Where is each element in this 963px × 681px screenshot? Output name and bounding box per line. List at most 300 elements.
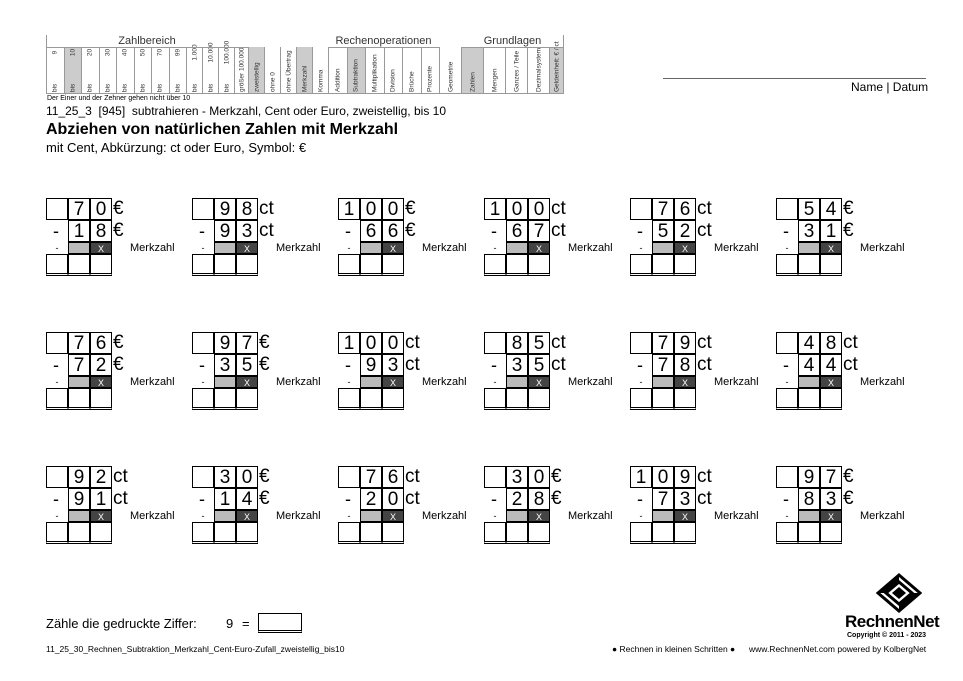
subtrahend-digit: 4 — [820, 354, 842, 376]
result-box[interactable] — [484, 522, 506, 544]
grid-col-label: Prozente — [426, 65, 434, 92]
minuend-digit: 5 — [798, 198, 820, 220]
minuend-digit: 8 — [236, 198, 258, 220]
subtraction-problem — [630, 332, 770, 412]
subtrahend-unit: € — [259, 354, 270, 375]
minus-sign: - — [783, 489, 789, 509]
subtrahend-digit: 1 — [214, 488, 236, 510]
subtrahend-unit: ct — [551, 354, 566, 375]
subtraction-problem — [338, 466, 478, 546]
zahlbereich-col — [64, 47, 82, 94]
minuend-digit: 0 — [90, 198, 112, 220]
geometry-col — [439, 47, 461, 94]
grid-col-label: Multiplikation — [371, 54, 379, 92]
subtrahend-digit: 6 — [360, 220, 382, 242]
zahlbereich-col — [134, 47, 152, 94]
merkzahl-box[interactable] — [652, 242, 674, 254]
merk-minus: - — [639, 377, 643, 387]
merkzahl-label: Merkzahl — [860, 510, 905, 522]
result-box[interactable] — [652, 522, 674, 544]
minuend-digit: 0 — [506, 198, 528, 220]
merkzahl-label: Merkzahl — [568, 376, 613, 388]
result-box[interactable] — [214, 254, 236, 276]
result-box[interactable] — [674, 522, 696, 544]
merkzahl-box[interactable] — [360, 510, 382, 522]
file-name: 11_25_30_Rechnen_Subtraktion_Merkzahl_Cent-Euro-Zufall_zweistellig_bis10 — [46, 644, 345, 654]
merkzahl-x: X — [674, 376, 696, 388]
subtraction-problem — [46, 466, 186, 546]
result-box[interactable] — [674, 388, 696, 410]
minuend-digit — [46, 198, 68, 220]
minuend-digit: 1 — [630, 466, 652, 488]
grid-col-value: 50 — [139, 48, 147, 57]
minuend-unit: € — [843, 466, 854, 487]
merkzahl-label: Merkzahl — [568, 242, 613, 254]
result-box[interactable] — [192, 522, 214, 544]
result-box[interactable] — [382, 388, 404, 410]
subtrahend-digit: 8 — [528, 488, 550, 510]
grid-col-value: 70 — [156, 48, 164, 57]
result-box[interactable] — [90, 254, 112, 276]
merkzahl-box[interactable] — [214, 242, 236, 254]
merkzahl-label: Merkzahl — [276, 376, 321, 388]
merkzahl-x: X — [674, 510, 696, 522]
brand-name: RechnenNet — [845, 612, 940, 631]
subtraction-problem — [46, 198, 186, 278]
copyright: Copyright © 2011 - 2023 — [847, 632, 927, 639]
merkzahl-label: Merkzahl — [276, 510, 321, 522]
merkzahl-box[interactable] — [652, 376, 674, 388]
minuend-unit: ct — [551, 198, 566, 219]
name-date-line — [663, 78, 926, 79]
minuend-unit: ct — [259, 198, 274, 219]
result-box[interactable] — [776, 254, 798, 276]
minuend-unit: ct — [405, 332, 420, 353]
subtrahend-digit: 3 — [382, 354, 404, 376]
result-box[interactable] — [236, 254, 258, 276]
result-box[interactable] — [68, 522, 90, 544]
merkzahl-label: Merkzahl — [422, 242, 467, 254]
count-equals: = — [242, 616, 250, 631]
result-box[interactable] — [90, 388, 112, 410]
result-box[interactable] — [506, 388, 528, 410]
minuend-digit: 7 — [68, 198, 90, 220]
result-box[interactable] — [528, 388, 550, 410]
subtrahend-digit: 6 — [506, 220, 528, 242]
result-box[interactable] — [652, 388, 674, 410]
misc-col — [280, 47, 296, 94]
minuend-unit: ct — [551, 332, 566, 353]
minuend-digit: 6 — [90, 332, 112, 354]
minuend-digit: 7 — [68, 332, 90, 354]
minuend-digit: 0 — [382, 198, 404, 220]
minus-sign: - — [345, 221, 351, 241]
grid-col-value: 9 — [51, 50, 59, 55]
result-box[interactable] — [338, 254, 360, 276]
subtraction-problem — [776, 466, 916, 546]
merkzahl-box[interactable] — [798, 242, 820, 254]
operation-col — [384, 47, 403, 94]
result-box[interactable] — [630, 254, 652, 276]
result-box[interactable] — [528, 254, 550, 276]
minus-sign: - — [783, 355, 789, 375]
minuend-digit — [46, 466, 68, 488]
subtrahend-unit: ct — [259, 220, 274, 241]
subtrahend-unit: ct — [843, 354, 858, 375]
subtraction-problem — [192, 466, 332, 546]
operation-col — [347, 47, 366, 94]
misc-col — [312, 47, 328, 94]
subtraction-problem — [776, 332, 916, 412]
minuend-digit: 1 — [338, 198, 360, 220]
result-box[interactable] — [46, 254, 68, 276]
subtrahend-unit: € — [259, 488, 270, 509]
merk-minus: - — [201, 377, 205, 387]
merkzahl-label: Merkzahl — [568, 510, 613, 522]
minuend-digit: 9 — [214, 332, 236, 354]
result-box[interactable] — [68, 254, 90, 276]
merkzahl-x: X — [528, 242, 550, 254]
minus-sign: - — [53, 221, 59, 241]
merk-minus: - — [785, 243, 789, 253]
result-box[interactable] — [528, 522, 550, 544]
merkzahl-x: X — [820, 242, 842, 254]
result-box[interactable] — [90, 522, 112, 544]
grid-col-label: bis — [139, 83, 147, 92]
grid-col-label: ohne Übertrag — [285, 50, 292, 92]
subtrahend-digit: 8 — [674, 354, 696, 376]
minuend-digit — [192, 198, 214, 220]
subtrahend-unit: ct — [405, 354, 420, 375]
subtrahend-digit: 1 — [90, 488, 112, 510]
subtrahend-digit: 2 — [506, 488, 528, 510]
merkzahl-box[interactable] — [798, 510, 820, 522]
grundlagen-col — [505, 47, 527, 94]
subtrahend-digit: 9 — [214, 220, 236, 242]
result-box[interactable] — [798, 522, 820, 544]
merkzahl-label: Merkzahl — [860, 376, 905, 388]
subtrahend-digit: 6 — [382, 220, 404, 242]
subtrahend-digit: 9 — [68, 488, 90, 510]
merk-minus: - — [493, 243, 497, 253]
operation-col — [365, 47, 384, 94]
merkzahl-x: X — [90, 376, 112, 388]
result-box[interactable] — [776, 388, 798, 410]
group-rechenoperationen: Rechenoperationen — [328, 35, 439, 48]
result-box[interactable] — [360, 254, 382, 276]
merkzahl-label: Merkzahl — [860, 242, 905, 254]
merkzahl-box[interactable] — [652, 510, 674, 522]
grid-col-label: bis — [69, 83, 77, 92]
grid-note: Der Einer und der Zehner gehen nicht über 10 — [47, 95, 191, 102]
result-box[interactable] — [820, 522, 842, 544]
minuend-digit: 4 — [798, 332, 820, 354]
count-label: Zähle die gedruckte Ziffer: — [46, 616, 197, 631]
subtrahend-unit: € — [843, 488, 854, 509]
page-subtitle: mit Cent, Abkürzung: ct oder Euro, Symbol: € — [46, 140, 307, 155]
merk-minus: - — [639, 243, 643, 253]
result-box[interactable] — [382, 254, 404, 276]
minuend-digit: 0 — [528, 198, 550, 220]
grid-col-label: Dezimalsystem — [535, 47, 542, 92]
grid-col-label: zweistellig — [253, 62, 260, 92]
minuend-unit: € — [113, 198, 124, 219]
grid-col-label: Addition — [334, 68, 342, 92]
merk-minus: - — [201, 511, 205, 521]
grid-col-value: 10 — [69, 48, 77, 57]
result-box[interactable] — [630, 522, 652, 544]
subtraction-problem — [338, 198, 478, 278]
result-box[interactable] — [214, 388, 236, 410]
minus-sign: - — [53, 355, 59, 375]
merk-minus: - — [347, 377, 351, 387]
minuend-digit: 0 — [652, 466, 674, 488]
minus-sign: - — [637, 355, 643, 375]
subtrahend-unit: € — [843, 220, 854, 241]
result-box[interactable] — [484, 254, 506, 276]
operation-col — [328, 47, 347, 94]
result-box[interactable] — [798, 388, 820, 410]
subtrahend-digit: 1 — [820, 220, 842, 242]
minuend-digit: 9 — [214, 198, 236, 220]
subtrahend-digit: 2 — [360, 488, 382, 510]
grundlagen-col — [461, 47, 483, 94]
grid-col-value: 40 — [121, 48, 129, 57]
minuend-digit: 9 — [674, 466, 696, 488]
result-box[interactable] — [506, 254, 528, 276]
minus-sign: - — [199, 355, 205, 375]
subtrahend-digit: 7 — [68, 354, 90, 376]
minuend-digit: 9 — [674, 332, 696, 354]
grid-col-label: Division — [389, 69, 397, 92]
minus-sign: - — [345, 355, 351, 375]
result-box[interactable] — [46, 522, 68, 544]
minuend-digit: 0 — [360, 332, 382, 354]
minuend-digit: 2 — [90, 466, 112, 488]
merkzahl-box[interactable] — [68, 242, 90, 254]
minus-sign: - — [53, 489, 59, 509]
grid-col-value: 10.000 — [207, 42, 214, 63]
grid-col-label: Geometrie — [447, 61, 454, 92]
minuend-digit: 6 — [382, 466, 404, 488]
subtrahend-digit: 1 — [68, 220, 90, 242]
minuend-digit: 1 — [338, 332, 360, 354]
count-answer-box[interactable] — [258, 613, 302, 633]
subtraction-problem — [484, 332, 624, 412]
result-box[interactable] — [360, 522, 382, 544]
minuend-digit — [776, 198, 798, 220]
subtrahend-digit: 8 — [798, 488, 820, 510]
subtrahend-digit: 8 — [90, 220, 112, 242]
minuend-digit: 8 — [820, 332, 842, 354]
merk-minus: - — [201, 243, 205, 253]
slogan: ● Rechnen in kleinen Schritten ● — [612, 644, 736, 654]
grid-col-label: bis — [86, 83, 94, 92]
misc-col — [264, 47, 280, 94]
minuend-digit: 5 — [528, 332, 550, 354]
subtraction-problem — [192, 198, 332, 278]
merkzahl-box[interactable] — [360, 376, 382, 388]
result-box[interactable] — [46, 388, 68, 410]
result-box[interactable] — [236, 388, 258, 410]
minuend-digit — [776, 332, 798, 354]
minuend-digit — [338, 466, 360, 488]
zahlbereich-col — [81, 47, 99, 94]
minus-sign: - — [199, 489, 205, 509]
zahlbereich-col — [116, 47, 134, 94]
merkzahl-x: X — [382, 376, 404, 388]
minuend-unit: € — [551, 466, 562, 487]
minuend-digit: 0 — [236, 466, 258, 488]
zahlbereich-col — [202, 42, 218, 94]
merkzahl-x: X — [528, 376, 550, 388]
merkzahl-x: X — [90, 242, 112, 254]
subtrahend-digit: 2 — [90, 354, 112, 376]
merkzahl-x: X — [382, 510, 404, 522]
result-box[interactable] — [68, 388, 90, 410]
grid-col-label: bis — [174, 83, 182, 92]
subtraction-problem — [192, 332, 332, 412]
grid-col-label: Komma — [317, 69, 324, 92]
result-box[interactable] — [630, 388, 652, 410]
count-digit: 9 — [226, 616, 234, 631]
merkzahl-label: Merkzahl — [276, 242, 321, 254]
merkzahl-x: X — [528, 510, 550, 522]
result-box[interactable] — [484, 388, 506, 410]
result-box[interactable] — [652, 254, 674, 276]
result-box[interactable] — [776, 522, 798, 544]
minuend-digit: 7 — [360, 466, 382, 488]
result-box[interactable] — [820, 254, 842, 276]
minuend-unit: ct — [843, 332, 858, 353]
subtrahend-digit: 3 — [798, 220, 820, 242]
minus-sign: - — [491, 489, 497, 509]
minuend-digit: 7 — [652, 198, 674, 220]
merk-minus: - — [347, 511, 351, 521]
minuend-digit: 7 — [236, 332, 258, 354]
result-box[interactable] — [192, 254, 214, 276]
merkzahl-box[interactable] — [214, 510, 236, 522]
minuend-unit: € — [113, 332, 124, 353]
minuend-digit: 3 — [506, 466, 528, 488]
result-box[interactable] — [820, 388, 842, 410]
subtrahend-unit: ct — [405, 488, 420, 509]
subtrahend-digit: 5 — [652, 220, 674, 242]
minuend-digit: 4 — [820, 198, 842, 220]
result-box[interactable] — [214, 522, 236, 544]
grid-col-value: 1.000 — [191, 44, 198, 61]
merk-minus: - — [785, 377, 789, 387]
subtrahend-unit: ct — [697, 354, 712, 375]
grid-col-label: Brüche — [408, 71, 416, 92]
result-box[interactable] — [338, 388, 360, 410]
subtrahend-digit: 3 — [236, 220, 258, 242]
subtrahend-digit: 9 — [360, 354, 382, 376]
merkzahl-box[interactable] — [506, 242, 528, 254]
result-box[interactable] — [236, 522, 258, 544]
grid-col-value: 20 — [86, 48, 94, 57]
merkzahl-x: X — [382, 242, 404, 254]
minus-sign: - — [199, 221, 205, 241]
grid-col-label: bis — [223, 83, 230, 92]
result-box[interactable] — [798, 254, 820, 276]
merkzahl-box[interactable] — [506, 376, 528, 388]
subtrahend-unit: ct — [113, 488, 128, 509]
minuend-unit: ct — [405, 466, 420, 487]
zahlbereich-col — [218, 40, 234, 94]
result-box[interactable] — [192, 388, 214, 410]
subtrahend-digit: 4 — [236, 488, 258, 510]
merkzahl-box[interactable] — [506, 510, 528, 522]
merk-minus: - — [785, 511, 789, 521]
result-box[interactable] — [382, 522, 404, 544]
subtraction-problem — [776, 198, 916, 278]
result-box[interactable] — [506, 522, 528, 544]
subtrahend-digit: 3 — [674, 488, 696, 510]
zahlbereich-col — [234, 47, 248, 94]
subtrahend-digit: 5 — [236, 354, 258, 376]
subtrahend-digit: 7 — [528, 220, 550, 242]
result-box[interactable] — [674, 254, 696, 276]
operation-col — [402, 47, 421, 94]
subtrahend-unit: ct — [697, 488, 712, 509]
grid-col-label: Zahlen — [469, 72, 476, 92]
grid-col-label: bis — [104, 83, 112, 92]
site-credit: www.RechnenNet.com powered by KolbergNet — [749, 644, 927, 654]
subtrahend-digit: 3 — [820, 488, 842, 510]
minuend-digit: 7 — [652, 332, 674, 354]
group-grundlagen: Grundlagen — [461, 35, 564, 48]
merkzahl-x: X — [674, 242, 696, 254]
merkzahl-box[interactable] — [798, 376, 820, 388]
merkzahl-box[interactable] — [68, 376, 90, 388]
merk-minus: - — [493, 511, 497, 521]
minuend-digit — [484, 332, 506, 354]
minuend-unit: ct — [697, 198, 712, 219]
minuend-digit — [192, 332, 214, 354]
minuend-digit — [630, 332, 652, 354]
grid-col-label: bis — [51, 83, 59, 92]
grid-col-label: Geldeinheit: € / ct — [553, 41, 561, 92]
merkzahl-label: Merkzahl — [714, 510, 759, 522]
minuend-unit: ct — [697, 332, 712, 353]
subtrahend-digit: 7 — [652, 354, 674, 376]
merkzahl-label: Merkzahl — [130, 242, 175, 254]
merkzahl-box[interactable] — [68, 510, 90, 522]
merk-minus: - — [55, 243, 59, 253]
subtrahend-digit: 0 — [382, 488, 404, 510]
zahlbereich-col — [151, 47, 169, 94]
worksheet-code: 11_25_3 [945] subtrahieren - Merkzahl, Cent oder Euro, zweistellig, bis 10 — [46, 104, 446, 118]
merkzahl-label: Merkzahl — [714, 376, 759, 388]
result-box[interactable] — [360, 388, 382, 410]
subtraction-problem — [484, 466, 624, 546]
rechnennet-logo-icon — [876, 573, 922, 613]
grid-col-label: bis — [156, 83, 164, 92]
grid-col-label: Subtraktion — [352, 59, 360, 92]
subtraction-problem — [338, 332, 478, 412]
misc-col — [296, 47, 312, 94]
grid-col-label: bis — [207, 83, 214, 92]
merkzahl-box[interactable] — [214, 376, 236, 388]
merkzahl-box[interactable] — [360, 242, 382, 254]
zahlbereich-col — [99, 47, 117, 94]
grid-col-label: Ganzes / Teile — [513, 50, 520, 92]
minuend-digit: 9 — [68, 466, 90, 488]
result-box[interactable] — [338, 522, 360, 544]
subtrahend-unit: € — [113, 354, 124, 375]
merkzahl-x: X — [90, 510, 112, 522]
